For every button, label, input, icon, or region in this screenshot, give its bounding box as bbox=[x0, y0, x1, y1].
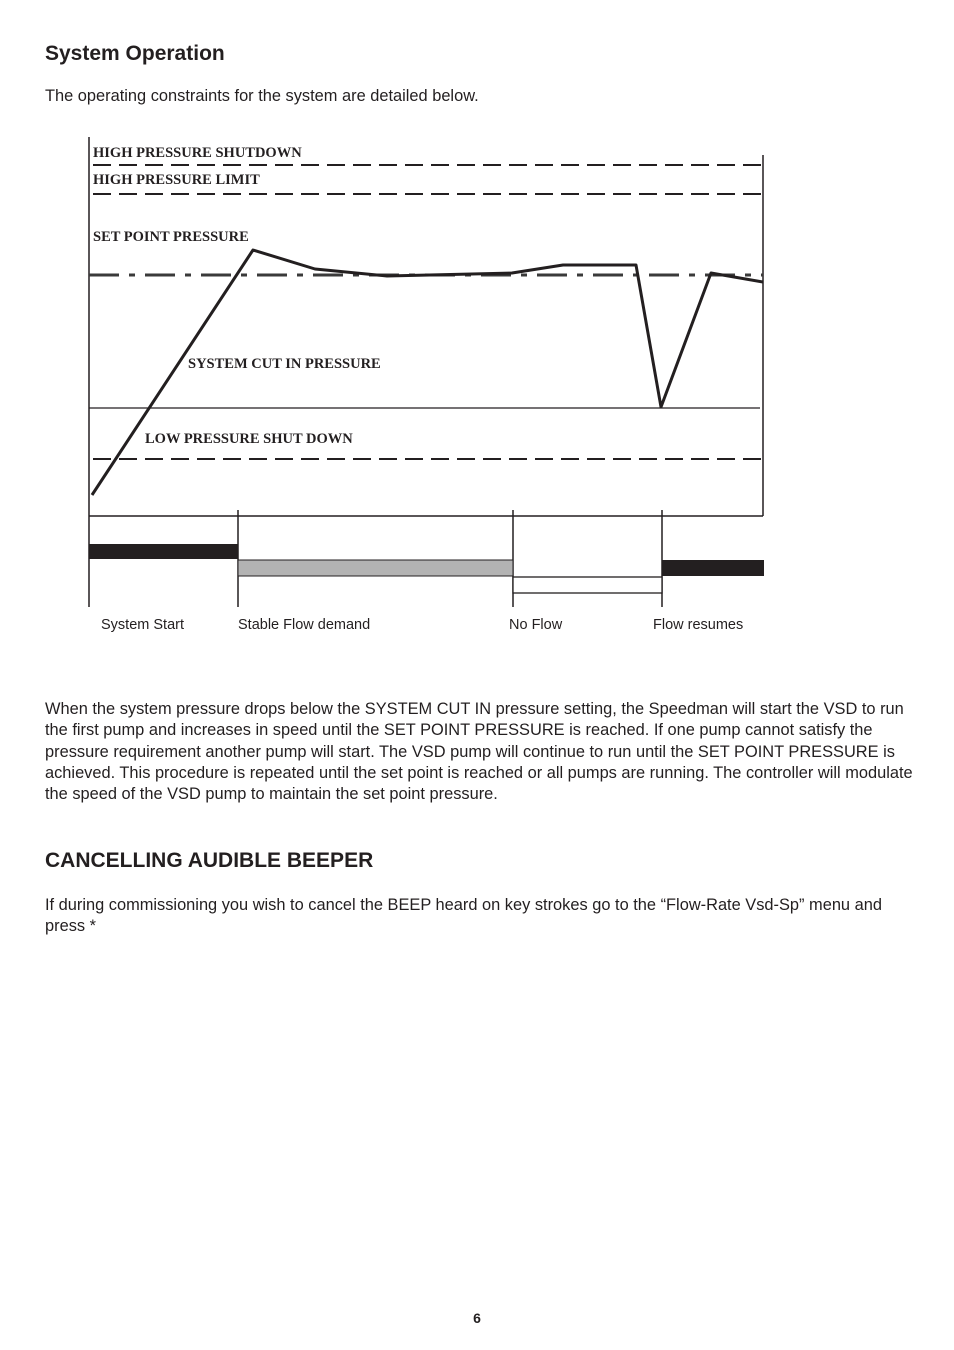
label-low-pressure-shut-down: LOW PRESSURE SHUT DOWN bbox=[145, 431, 353, 447]
phase-label-no-flow: No Flow bbox=[509, 617, 563, 633]
stable-flow-bar bbox=[238, 560, 513, 576]
section-title-cancelling-beeper: CANCELLING AUDIBLE BEEPER bbox=[45, 849, 374, 872]
cancelling-beeper-body: If during commissioning you wish to cancel the BEEP heard on key strokes go to the “Flow-Rate Vsd-Sp” menu and press * bbox=[45, 896, 882, 936]
page-number: 6 bbox=[473, 1310, 481, 1326]
label-high-pressure-limit: HIGH PRESSURE LIMIT bbox=[93, 172, 260, 188]
intro-text: The operating constraints for the system are detailed below. bbox=[45, 87, 479, 105]
label-high-pressure-shutdown: HIGH PRESSURE SHUTDOWN bbox=[93, 145, 302, 161]
phase-label-stable-flow: Stable Flow demand bbox=[238, 617, 371, 633]
pressure-operation-diagram bbox=[0, 0, 954, 640]
flow-resumes-bar bbox=[662, 560, 764, 576]
phase-label-flow-resumes: Flow resumes bbox=[653, 617, 744, 633]
phase-label-system-start: System Start bbox=[101, 617, 184, 633]
pressure-curve bbox=[92, 250, 763, 495]
system-operation-body: When the system pressure drops below the SYSTEM CUT IN pressure setting, the Speedman will start the VSD to run the first pump and increases in speed until the SET POINT PRESSURE is reached. If one pump cannot satisfy the pressure requirement another pump will start. The VSD pump will continue to run until the SET POINT PRESSURE is achieved. This procedure is repeated until the set point is reached or all pumps are running. The controller will modulate the speed of the VSD pump to maintain the set point pressure. bbox=[45, 700, 913, 804]
section-title-system-operation: System Operation bbox=[45, 42, 225, 65]
no-flow-bar bbox=[513, 577, 662, 593]
system-start-bar bbox=[89, 544, 238, 559]
label-system-cut-in-pressure: SYSTEM CUT IN PRESSURE bbox=[188, 356, 381, 372]
label-set-point-pressure: SET POINT PRESSURE bbox=[93, 229, 249, 245]
